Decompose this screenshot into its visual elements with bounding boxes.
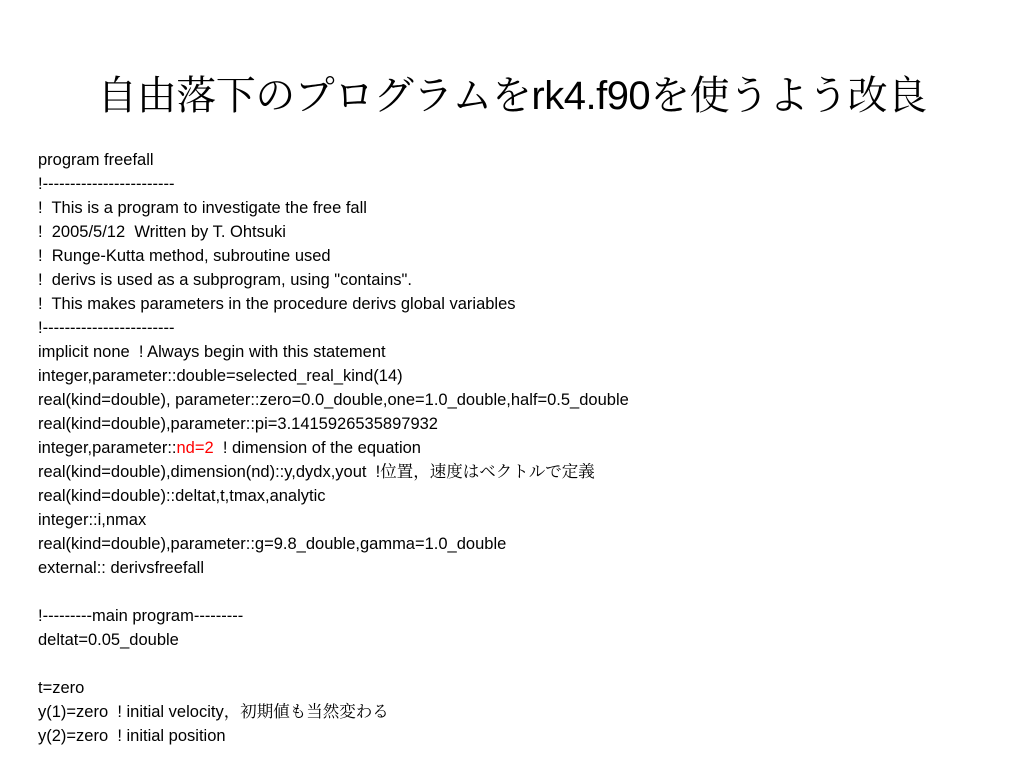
- code-line: ! derivs is used as a subprogram, using "contains".: [38, 271, 412, 289]
- code-line: !------------------------: [38, 175, 175, 193]
- code-line: [38, 436, 998, 460]
- code-line: external:: derivsfreefall: [38, 559, 204, 577]
- code-line: real(kind=double),parameter::g=9.8_double,gamma=1.0_double: [38, 535, 507, 553]
- code-line: program freefall: [38, 151, 154, 169]
- code-line: ! 2005/5/12 Written by T. Ohtsuki: [38, 223, 286, 241]
- code-line: y(1)=zero ! initial velocity，初期値も当然変わる: [38, 703, 389, 721]
- slide-title: 自由落下のプログラムをrk4.f90を使うよう改良: [97, 74, 927, 118]
- code-line: y(2)=zero ! initial position: [38, 727, 226, 745]
- code-line: real(kind=double), parameter::zero=0.0_double,one=1.0_double,half=0.5_double: [38, 391, 629, 409]
- code-line: ! This makes parameters in the procedure derivs global variables: [38, 295, 516, 313]
- code-line: [38, 652, 998, 676]
- code-line: !---------main program---------: [38, 607, 244, 625]
- code-highlight: nd=2: [176, 439, 214, 457]
- code-line: deltat=0.05_double: [38, 631, 179, 649]
- code-line: integer,parameter::double=selected_real_kind(14): [38, 367, 403, 385]
- code-segment: ! dimension of the equation: [213, 439, 421, 457]
- code-line: !------------------------: [38, 319, 175, 337]
- code-line: real(kind=double),dimension(nd)::y,dydx,yout !位置，速度はベクトルで定義: [38, 463, 595, 481]
- code-line: real(kind=double)::deltat,t,tmax,analytic: [38, 487, 326, 505]
- code-line: integer::i,nmax: [38, 511, 147, 529]
- code-line: ! This is a program to investigate the free fall: [38, 199, 367, 217]
- code-line: real(kind=double),parameter::pi=3.1415926535897932: [38, 415, 438, 433]
- code-segment: integer,parameter::: [38, 439, 177, 457]
- code-line: implicit none ! Always begin with this statement: [38, 343, 386, 361]
- code-line: [38, 580, 998, 604]
- code-line: ! Runge-Kutta method, subroutine used: [38, 247, 331, 265]
- code-listing: [38, 148, 998, 748]
- code-line: t=zero: [38, 679, 85, 697]
